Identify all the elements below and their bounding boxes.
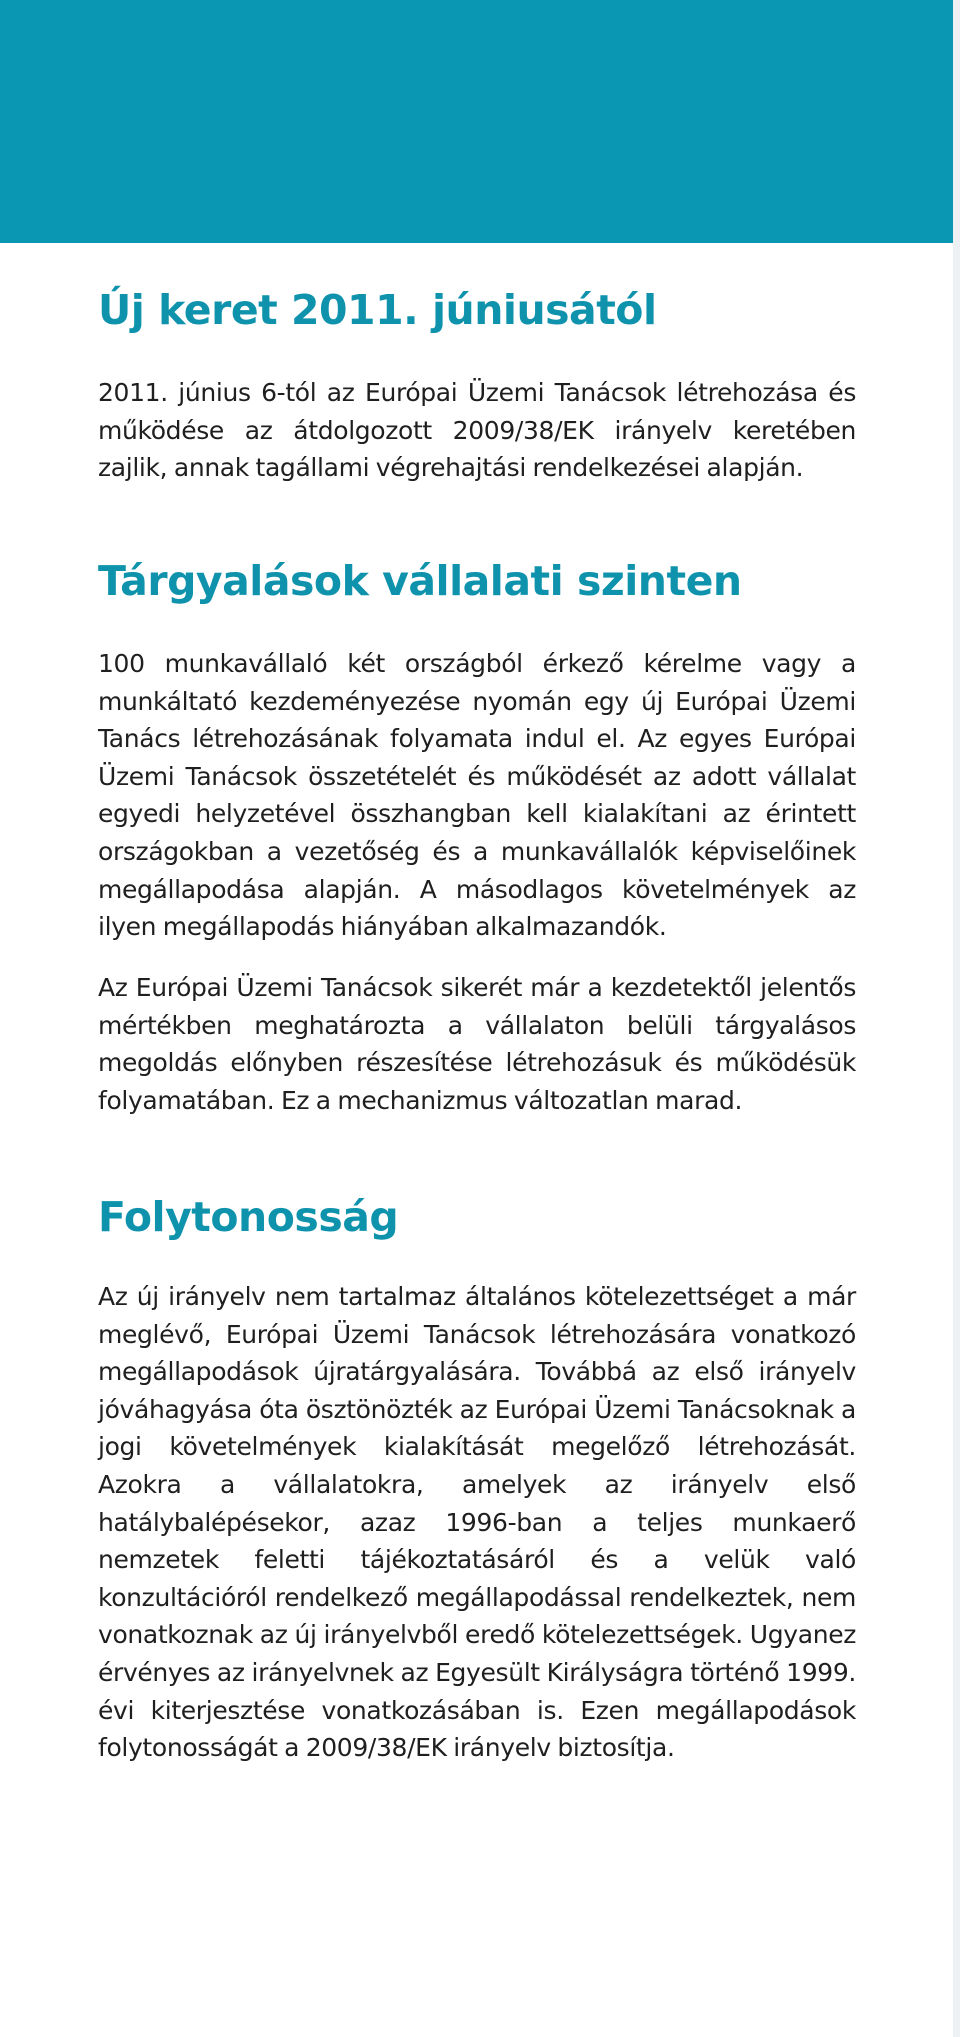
page-edge	[953, 0, 960, 2037]
section-paragraph: Az Európai Üzemi Tanácsok sikerét már a kezdetektől jelentős mértékben meghatározta a vállalaton belüli tárgyalásos megoldás előnyben részesítése létrehozásuk és működésük folyamatában. Ez a mechanizmus változatlan marad.	[98, 973, 856, 1115]
section-paragraph: Az új irányelv nem tartalmaz általános kötelezettséget a már meglévő, Európai Üzemi Tanácsok létrehozására vonatkozó megállapodások újratárgyalására. Továbbá az első irányelv jóváhagyása óta ösztönözték az Európai Üzemi Tanácsoknak a jogi követelmények kialakítását megelőző létrehozását. Azokra a vállalatokra, amelyek az irányelv első hatálybalépésekor, azaz 1996-ban a teljes munkaerő nemzetek feletti tájékoztatásáról és a velük való konzultációról rendelkező megállapodással rendelkeztek, nem vonatkoznak az új irányelvből eredő kötelezettségek. Ugyanez érvényes az irányelvnek az Egyesült Királyságra történő 1999. évi kiterjesztése vonatkozásában is. Ezen megállapodások folytonosságát a 2009/38/EK irányelv biztosítja.	[98, 1282, 856, 1763]
section-paragraph: 2011. június 6-tól az Európai Üzemi Tanácsok létrehozása és működése az átdolgozott 2009/38/EK irányelv keretében zajlik, annak tagállami végrehajtási rendelkezései alapján.	[98, 378, 856, 483]
section-title-new-framework: Új keret 2011. júniusától	[98, 286, 657, 334]
section-title-continuity: Folytonosság	[98, 1193, 399, 1241]
section-paragraph: 100 munkavállaló két országból érkező kérelme vagy a munkáltató kezdeményezése nyomán egy új Európai Üzemi Tanács létrehozásának folyamata indul el. Az egyes Európai Üzemi Tanácsok összetételét és működését az adott vállalat egyedi helyzetével összhangban kell kialakítani az érintett országokban a vezetőség és a munkavállalók képviselőinek megállapodása alapján. A másodlagos követelmények az ilyen megállapodás hiányában alkalmazandók.	[98, 649, 856, 942]
header-color-band	[0, 0, 953, 243]
section-title-negotiations: Tárgyalások vállalati szinten	[98, 557, 742, 605]
